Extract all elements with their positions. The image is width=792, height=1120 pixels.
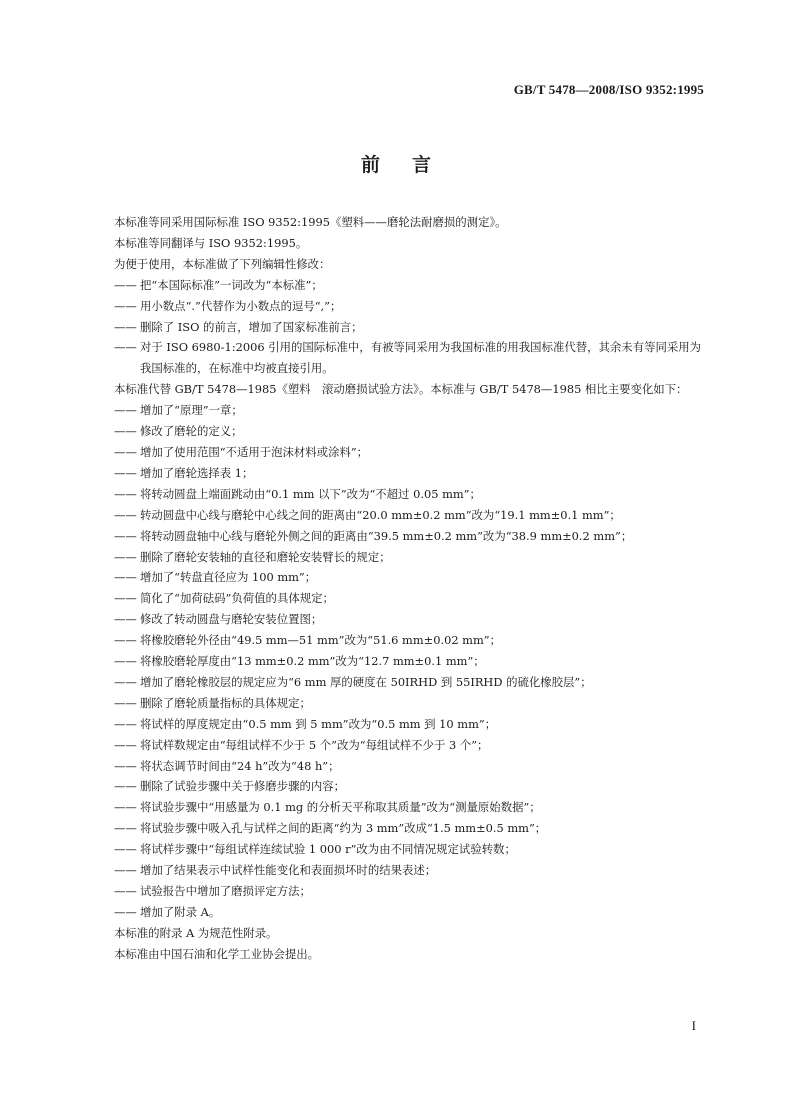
dash-marker: —— — [114, 340, 137, 355]
paragraph: 本标准等同翻译与 ISO 9352:1995。 — [114, 235, 308, 250]
list-item-text: 将试验步骤中“用感量为 0.1 mg 的分析天平称取其质量”改为“测量原始数据”； — [140, 800, 541, 815]
dash-marker: —— — [114, 298, 137, 313]
list-item-text: 将试样步骤中“每组试样连续试验 1 000 r”改为由不同情况规定试验转数； — [140, 842, 516, 857]
paragraph: 为便于使用，本标准做了下列编辑性修改： — [114, 256, 331, 271]
list-item-text: 增加了结果表示中试样性能变化和表面损坏时的结果表述； — [140, 863, 437, 878]
page-title: 前言 — [360, 154, 463, 176]
list-item — [88, 839, 704, 860]
change-list — [88, 400, 704, 923]
list-item-text: 删除了 ISO 的前言，增加了国家标准前言； — [140, 319, 363, 334]
dash-marker: —— — [114, 465, 137, 480]
list-item — [88, 672, 704, 693]
dash-marker: —— — [114, 424, 137, 439]
list-item-text: 删除了磨轮质量指标的具体规定； — [140, 695, 311, 710]
list-item-text: 将状态调节时间由“24 h”改为“48 h”； — [140, 758, 340, 773]
dash-marker: —— — [114, 904, 137, 919]
list-item-text: 对于 ISO 6980-1:2006 引用的国际标准中，有被等同采用为我国标准的用我国标准代替，其余未有等同采用为我国标准的，在标准中均被直接引用。 — [140, 340, 702, 376]
list-item — [88, 463, 704, 484]
list-item — [88, 567, 704, 588]
dash-marker: —— — [114, 716, 137, 731]
list-item — [88, 588, 704, 609]
list-item — [88, 317, 704, 338]
list-item — [88, 797, 704, 818]
dash-marker: —— — [114, 277, 137, 292]
dash-marker: —— — [114, 779, 137, 794]
dash-marker: —— — [114, 549, 137, 564]
list-item-text: 转动圆盘中心线与磨轮中心线之间的距离由“20.0 mm±0.2 mm”改为“19.1 mm±0.1 mm”； — [140, 507, 621, 522]
paragraph: 本标准等同采用国际标准 ISO 9352:1995《塑料——磨轮法耐磨损的测定》。 — [114, 215, 507, 229]
list-item — [88, 651, 704, 672]
dash-marker: —— — [114, 403, 137, 418]
list-item — [88, 526, 704, 547]
list-item — [88, 693, 704, 714]
list-item — [88, 609, 704, 630]
list-item — [88, 275, 704, 296]
list-item-text: 修改了磨轮的定义； — [140, 424, 243, 439]
list-item-text: 简化了“加荷砝码”负荷值的具体规定； — [140, 591, 334, 606]
list-item — [88, 630, 704, 651]
list-item — [88, 337, 704, 379]
edit-list — [88, 275, 704, 380]
list-item — [88, 296, 704, 317]
list-item — [88, 714, 704, 735]
list-item — [88, 756, 704, 777]
list-item-text: 增加了使用范围“不适用于泡沫材料或涂料”； — [140, 444, 369, 459]
paragraph: 本标准代替 GB/T 5478—1985《塑料 滚动磨损试验方法》。本标准与 GB/T 5478—1985 相比主要变化如下： — [114, 382, 688, 397]
list-item-text: 修改了转动圆盘与磨轮安装位置图； — [140, 612, 323, 627]
dash-marker: —— — [114, 486, 137, 501]
list-item-text: 将转动圆盘上端面跳动由“0.1 mm 以下”改为“不超过 0.05 mm”； — [140, 486, 481, 501]
list-item-text: 将橡胶磨轮外径由“49.5 mm—51 mm”改为“51.6 mm±0.02 mm”； — [140, 633, 501, 648]
list-item-text: 把“本国际标准”一词改为“本标准”； — [140, 277, 323, 292]
dash-marker: —— — [114, 319, 137, 334]
dash-marker: —— — [114, 800, 137, 815]
page-number: I — [691, 1018, 696, 1033]
dash-marker: —— — [114, 528, 137, 543]
list-item-text: 增加了磨轮橡胶层的规定应为“6 mm 厚的硬度在 50IRHD 到 55IRHD 的硫化橡胶层”； — [140, 674, 592, 689]
dash-marker: —— — [114, 884, 137, 898]
dash-marker: —— — [114, 695, 137, 710]
list-item — [88, 860, 704, 881]
list-item-text: 试验报告中增加了磨损评定方法； — [140, 884, 311, 898]
list-item-text: 增加了“原理”一章； — [140, 403, 243, 418]
list-item — [88, 776, 704, 797]
dash-marker: —— — [114, 507, 137, 522]
dash-marker: —— — [114, 612, 137, 627]
dash-marker: —— — [114, 674, 137, 689]
list-item-text: 将试验步骤中吸入孔与试样之间的距离“约为 3 mm”改成“1.5 mm±0.5 mm”； — [140, 821, 547, 836]
dash-marker: —— — [114, 821, 137, 836]
standard-code: GB/T 5478—2008/ISO 9352:1995 — [513, 82, 704, 97]
dash-marker: —— — [114, 570, 137, 585]
dash-marker: —— — [114, 633, 137, 648]
list-item-text: 删除了磨轮安装轴的直径和磨轮安装臂长的规定； — [140, 549, 391, 564]
foreword-body — [88, 212, 704, 965]
list-item-text: 将转动圆盘轴中心线与磨轮外侧之间的距离由“39.5 mm±0.2 mm”改为“38.9 mm±0.2 mm”； — [140, 528, 633, 543]
list-item — [88, 442, 704, 463]
list-item-text: 删除了试验步骤中关于修磨步骤的内容； — [140, 779, 346, 794]
list-item — [88, 881, 704, 902]
dash-marker: —— — [114, 863, 137, 878]
dash-marker: —— — [114, 737, 137, 752]
list-item-text: 将试样数规定由“每组试样不少于 5 个”改为“每组试样不少于 3 个”； — [140, 737, 489, 752]
list-item — [88, 484, 704, 505]
list-item — [88, 902, 704, 923]
dash-marker: —— — [114, 654, 137, 669]
list-item-text: 将试样的厚度规定由“0.5 mm 到 5 mm”改为“0.5 mm 到 10 mm”； — [140, 716, 497, 731]
list-item-text: 将橡胶磨轮厚度由“13 mm±0.2 mm”改为“12.7 mm±0.1 mm”； — [140, 654, 485, 669]
dash-marker: —— — [114, 842, 137, 857]
list-item — [88, 400, 704, 421]
list-item — [88, 547, 704, 568]
paragraph: 本标准的附录 A 为规范性附录。 — [114, 925, 278, 940]
list-item-text: 用小数点“.”代替作为小数点的逗号“,”； — [140, 298, 342, 313]
dash-marker: —— — [114, 758, 137, 773]
dash-marker: —— — [114, 444, 137, 459]
paragraph: 本标准由中国石油和化学工业协会提出。 — [114, 946, 320, 961]
list-item-text: 增加了“转盘直径应为 100 mm”； — [140, 570, 317, 585]
list-item-text: 增加了磨轮选择表 1； — [140, 465, 254, 480]
dash-marker: —— — [114, 591, 137, 606]
list-item-text: 增加了附录 A。 — [140, 904, 221, 919]
list-item — [88, 505, 704, 526]
list-item — [88, 421, 704, 442]
list-item — [88, 818, 704, 839]
list-item — [88, 735, 704, 756]
